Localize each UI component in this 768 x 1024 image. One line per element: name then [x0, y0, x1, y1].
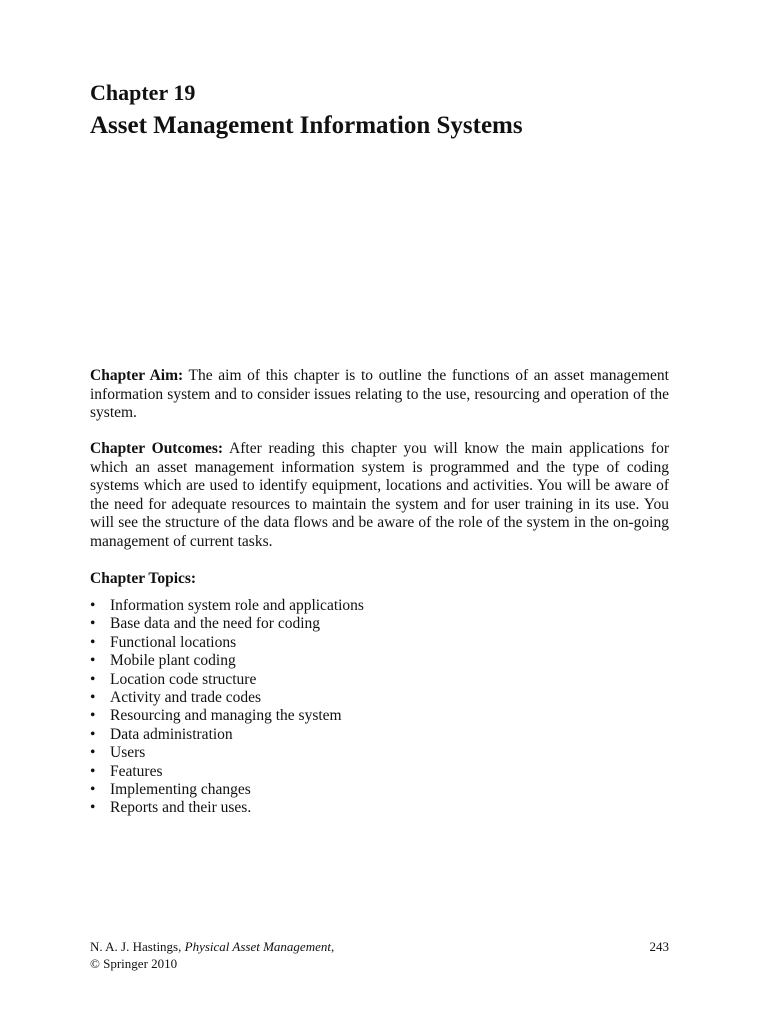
chapter-aim-label: Chapter Aim: [90, 367, 184, 384]
footer-author: N. A. J. Hastings, [90, 939, 182, 954]
footer-citation [90, 938, 334, 972]
topic-item [90, 634, 364, 652]
chapter-topics-heading: Chapter Topics: [90, 570, 197, 587]
topic-item-text: Implementing changes [110, 781, 251, 799]
bullet-icon: • [90, 597, 96, 614]
chapter-aim-paragraph [90, 367, 669, 423]
bullet-icon: • [90, 670, 96, 688]
topic-item [90, 799, 364, 817]
chapter-title: Asset Management Information Systems [90, 112, 523, 139]
topic-item-text: Data administration [110, 725, 233, 743]
footer-citation-line [90, 938, 334, 955]
topic-item [90, 781, 364, 799]
bullet-icon: • [90, 633, 96, 651]
topic-item [90, 726, 364, 744]
bullet-icon: • [90, 707, 96, 725]
chapter-number: Chapter 19 [90, 80, 196, 105]
chapter-aim-text: The aim of this chapter is to outline the functions of an asset management information system and to consider issues relating to the use, resourcing and operation of the system. [90, 367, 669, 422]
bullet-icon: • [90, 781, 96, 799]
chapter-outcomes-paragraph [90, 440, 669, 552]
topic-item-text: Functional locations [110, 633, 237, 651]
topic-item-text: Mobile plant coding [110, 652, 236, 670]
topic-item-text: Base data and the need for coding [110, 615, 321, 633]
bullet-icon: • [90, 744, 96, 762]
bullet-icon: • [90, 725, 96, 743]
topic-item [90, 615, 364, 633]
page-number: 243 [649, 939, 669, 954]
topic-item-text: Activity and trade codes [110, 689, 262, 707]
topic-item [90, 744, 364, 762]
topic-item [90, 707, 364, 725]
topic-item-text: Features [110, 762, 163, 780]
bullet-icon: • [90, 689, 96, 707]
topic-item-text: Users [110, 744, 146, 762]
topic-item-text: Resourcing and managing the system [110, 707, 342, 725]
topic-item [90, 763, 364, 781]
bullet-icon: • [90, 762, 96, 780]
topic-item [90, 597, 364, 615]
topic-item-text: Information system role and applications [110, 597, 364, 614]
bullet-icon: • [90, 799, 96, 817]
bullet-icon: • [90, 652, 96, 670]
chapter-outcomes-text: After reading this chapter you will know the main applications for which an asset management information system is programmed and the type of coding systems which are used to identify equipment, locations and activities. You will be aware of the need for adequate resources to maintain the system and for user training in its use. You will see the structure of the data flows and be aware of the role of the system in the on-going management of current tasks. [90, 440, 669, 550]
footer-copyright: © Springer 2010 [90, 956, 178, 971]
topic-item-text: Location code structure [110, 670, 257, 688]
bullet-icon: • [90, 615, 96, 633]
chapter-outcomes-label: Chapter Outcomes: [90, 440, 224, 457]
topic-item-text: Reports and their uses. [110, 799, 252, 817]
topic-item [90, 671, 364, 689]
chapter-topics-list [90, 597, 364, 818]
topic-item [90, 689, 364, 707]
footer-book-title: Physical Asset Management, [184, 939, 335, 954]
topic-item [90, 652, 364, 670]
